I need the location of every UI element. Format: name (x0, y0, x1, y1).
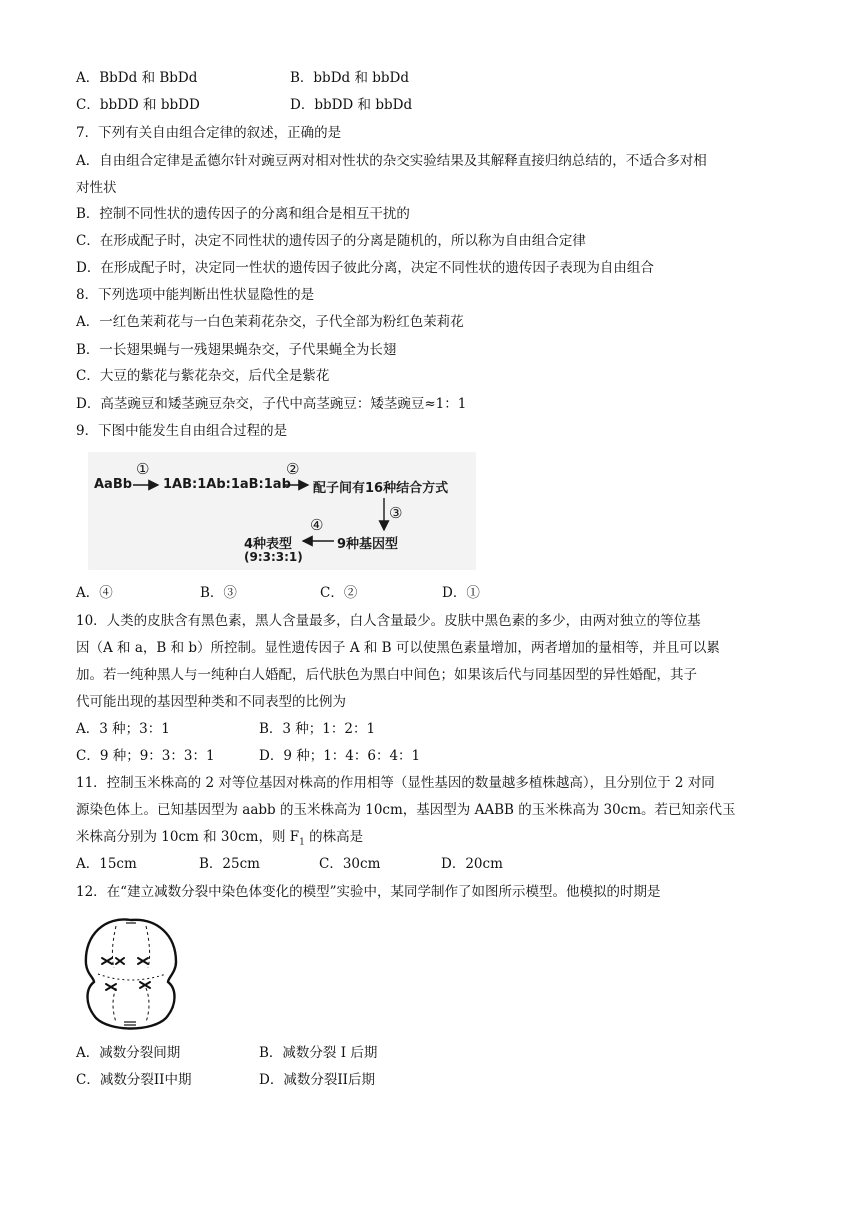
genotype-count: 9种基因型 (337, 537, 399, 552)
q8-stem: 8．下列选项中能判断出性状显隐性的是 (76, 287, 315, 303)
q10-text-line2: 因（A 和 a，B 和 b）所控制。显性遗传因子 A 和 B 可以使黑色素量增加，两者增加的量相等，并且可以累 (76, 640, 720, 656)
q8-option-d: D．高茎豌豆和矮茎豌豆杂交，子代中高茎豌豆：矮茎豌豆≈1：1 (76, 396, 467, 412)
q11-option-d: D．20cm (441, 856, 503, 872)
q12-option-a: A．减数分裂间期 (76, 1045, 181, 1061)
q10-text-line3: 加。若一纯种黑人与一纯种白人婚配，后代肤色为黑白中间色；如果该后代与同基因型的异性婚配，其子 (76, 667, 697, 683)
q7-option-a-line1: A．自由组合定律是孟德尔针对豌豆两对相对性状的杂交实验结果及其解释直接归纳总结的，不适合多对相 (76, 153, 707, 169)
meiosis-model-figure (76, 912, 186, 1036)
q8-option-a: A．一红色茉莉花与一白色茉莉花杂交，子代全部为粉红色茉莉花 (76, 314, 464, 330)
q6-option-d: D．bbDD 和 bbDd (290, 97, 413, 113)
q9-option-c: C．② (320, 585, 358, 601)
q9-option-a: A．④ (76, 585, 113, 601)
gamete-combinations: 配子间有16种结合方式 (313, 481, 449, 496)
q7-option-a-line2: 对性状 (76, 180, 117, 196)
q12-option-b: B．减数分裂 I 后期 (259, 1045, 378, 1061)
q11-option-a: A．15cm (76, 856, 137, 872)
q9-option-b: B．③ (200, 585, 237, 601)
q6-option-c: C．bbDD 和 bbDD (76, 97, 200, 113)
q11-text-line3 (76, 827, 363, 853)
q6-option-a: A．BbDd 和 BbDd (76, 70, 198, 86)
q10-text-line1: 10．人类的皮肤含有黑色素，黑人含量最多，白人含量最少。皮肤中黑色素的多少，由两对独立的等位基 (76, 613, 701, 629)
q10-text-line4: 代可能出现的基因型种类和不同表型的比例为 (76, 694, 346, 710)
parent-genotype: AaBb (94, 477, 133, 492)
q12-stem: 12．在“建立减数分裂中染色体变化的模型”实验中，某同学制作了如图所示模型。他模拟的时期是 (76, 884, 661, 900)
q12-option-d: D．减数分裂II后期 (259, 1072, 375, 1088)
q7-option-c: C．在形成配子时，决定不同性状的遗传因子的分离是随机的，所以称为自由组合定律 (76, 233, 586, 249)
q11-text-line1: 11．控制玉米株高的 2 对等位基因对株高的作用相等（显性基因的数量越多植株越高），且分别位于 2 对同 (76, 775, 715, 791)
q6-option-b: B．bbDd 和 bbDd (290, 70, 410, 86)
q11-option-c: C．30cm (319, 856, 381, 872)
q11-text-line3-b: 的株高是 (304, 829, 364, 845)
q7-stem: 7．下列有关自由组合定律的叙述，正确的是 (76, 125, 342, 141)
q10-option-b: B．3 种；1：2：1 (259, 721, 376, 737)
gamete-ratio: 1AB:1Ab:1aB:1ab (163, 477, 291, 492)
dividing-cell-drawing (76, 912, 186, 1036)
q8-option-c: C．大豆的紫花与紫花杂交，后代全是紫花 (76, 368, 330, 384)
q10-option-d: D．9 种；1：4：6：4：1 (259, 748, 421, 764)
q9-option-d: D．① (442, 585, 480, 601)
q11-text-line2: 源染色体上。已知基因型为 aabb 的玉米株高为 10cm，基因型为 AABB 的玉米株高为 30cm。若已知亲代玉 (76, 802, 736, 818)
step1-label: ① (136, 460, 150, 478)
step4-label: ④ (310, 516, 324, 534)
step2-label: ② (286, 460, 300, 478)
phenotype-count: 4种表型 (244, 537, 293, 552)
q11-option-b: B．25cm (199, 856, 260, 872)
q7-option-d: D．在形成配子时，决定同一性状的遗传因子彼此分离，决定不同性状的遗传因子表现为自由组合 (76, 260, 654, 276)
q9-stem: 9．下图中能发生自由组合过程的是 (76, 423, 288, 439)
q10-option-c: C．9 种；9：3：3：1 (76, 748, 215, 764)
phenotype-ratio: (9:3:3:1) (244, 550, 303, 564)
q11-text-line3-a: 米株高分别为 10cm 和 30cm，则 F (76, 829, 300, 845)
q12-option-c: C．减数分裂II中期 (76, 1072, 192, 1088)
q8-option-b: B．一长翅果蝇与一残翅果蝇杂交，子代果蝇全为长翅 (76, 342, 397, 358)
f1-subscript: 1 (299, 837, 305, 848)
free-combination-flow-diagram (88, 452, 476, 570)
q7-option-b: B．控制不同性状的遗传因子的分离和组合是相互干扰的 (76, 206, 410, 222)
step3-label: ③ (389, 504, 403, 522)
q10-option-a: A．3 种；3：1 (76, 721, 170, 737)
